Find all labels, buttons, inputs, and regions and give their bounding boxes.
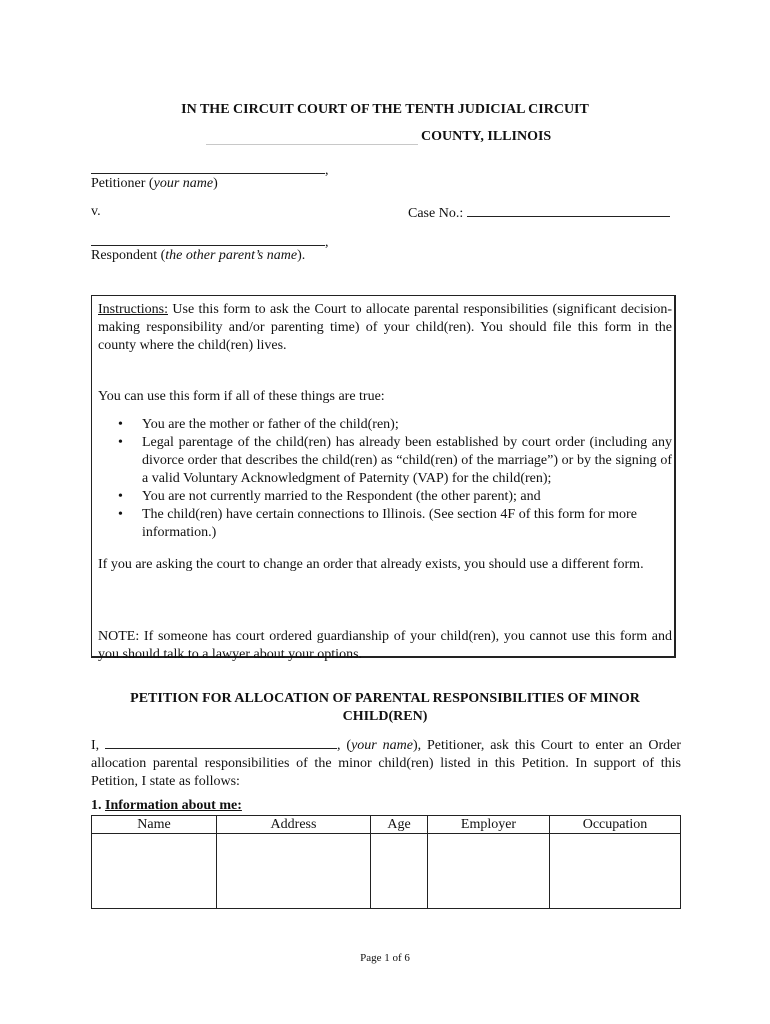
- age-cell[interactable]: [371, 834, 428, 909]
- petition-intro-hint: your name: [351, 738, 413, 753]
- my-info-table: [91, 815, 681, 909]
- column-header: Name: [92, 816, 217, 834]
- conditions-intro: You can use this form if all of these things are true:: [98, 389, 385, 404]
- guardianship-note: NOTE: If someone has court ordered guardianship of your child(ren), you cannot use this form and you should talk to a lawyer about your options.: [98, 629, 672, 662]
- column-header: Occupation: [550, 816, 681, 834]
- versus-label: v.: [91, 204, 101, 219]
- petitioner-name-field[interactable]: [91, 160, 325, 174]
- petitioner-name-field-2[interactable]: [105, 735, 337, 749]
- county-state-label: COUNTY, ILLINOIS: [421, 129, 552, 144]
- condition-item: [98, 488, 672, 506]
- bullet-icon: •: [118, 435, 123, 450]
- county-name-field[interactable]: [206, 130, 418, 145]
- respondent-label-close: ).: [297, 248, 306, 263]
- case-number: [408, 203, 670, 223]
- case-number-field[interactable]: [467, 203, 670, 217]
- occupation-cell[interactable]: [550, 834, 681, 909]
- respondent-hint: the other parent’s name: [165, 248, 298, 263]
- instructions-intro: [98, 301, 672, 355]
- bullet-icon: •: [118, 489, 123, 504]
- table-header-row: [92, 816, 681, 834]
- section-1-number: 1.: [91, 798, 102, 813]
- court-title: IN THE CIRCUIT COURT OF THE TENTH JUDICIAL CIRCUIT: [181, 102, 589, 117]
- petitioner-hint: your name: [153, 176, 214, 191]
- column-header: Age: [371, 816, 428, 834]
- condition-text: The child(ren) have certain connections to Illinois. (See section 4F of this form for more information.): [142, 507, 637, 540]
- respondent-name-field[interactable]: [91, 232, 325, 246]
- condition-item: [98, 506, 672, 542]
- conditions-list: [98, 416, 672, 542]
- page-number: Page 1 of 6: [360, 952, 410, 964]
- petitioner-label-close: ): [213, 176, 218, 191]
- section-1-heading: [91, 797, 242, 815]
- column-header: Employer: [428, 816, 550, 834]
- column-header: Address: [217, 816, 371, 834]
- condition-text: You are not currently married to the Respondent (the other parent); and: [142, 489, 541, 504]
- address-cell[interactable]: [217, 834, 371, 909]
- bullet-icon: •: [118, 507, 123, 522]
- name-cell[interactable]: [92, 834, 217, 909]
- employer-cell[interactable]: [428, 834, 550, 909]
- petition-intro-start: I,: [91, 738, 100, 753]
- instructions-intro-text: Use this form to ask the Court to allocate parental responsibilities (significant decision-making responsibility and/or parenting time) of your child(ren). You should file this form in the county where the child(ren) lives.: [98, 302, 673, 353]
- section-1-title: Information about me:: [105, 798, 242, 813]
- petitioner-comma: ,: [325, 163, 329, 178]
- instructions-heading: Instructions:: [98, 302, 168, 317]
- petition-title: PETITION FOR ALLOCATION OF PARENTAL RESPONSIBILITIES OF MINOR CHILD(REN): [130, 691, 640, 724]
- table-row: [92, 834, 681, 909]
- respondent-label-text: Respondent (: [91, 248, 166, 263]
- condition-text: Legal parentage of the child(ren) has already been established by court order (including any divorce order that describes the child(ren) as “child(ren) of the marriage”) or by the signing of a valid Voluntary Acknowledgment of Paternity (VAP) for the child(ren);: [142, 435, 672, 486]
- change-order-note: If you are asking the court to change an order that already exists, you should use a different form.: [98, 557, 644, 572]
- case-number-label: Case No.:: [408, 206, 464, 221]
- respondent-comma: ,: [325, 235, 329, 250]
- condition-item: [98, 434, 672, 488]
- petition-intro-text: ), Petitioner, ask this Court to enter an Order allocation parental responsibilities of the minor child(ren) listed in this Petition. In support of this Petition, I state as follows:: [91, 738, 682, 789]
- respondent-label: [91, 247, 305, 265]
- petitioner-label: [91, 175, 218, 193]
- bullet-icon: •: [118, 417, 123, 432]
- condition-text: You are the mother or father of the child(ren);: [142, 417, 399, 432]
- condition-item: [98, 416, 672, 434]
- petitioner-label-text: Petitioner (: [91, 176, 154, 191]
- petition-intro: I, , (your name), Petitioner, ask this Court to enter an Order allocation parental responsibilities of the minor child(ren) listed in this Petition. In support of this Petition, I state as follows:: [91, 735, 681, 791]
